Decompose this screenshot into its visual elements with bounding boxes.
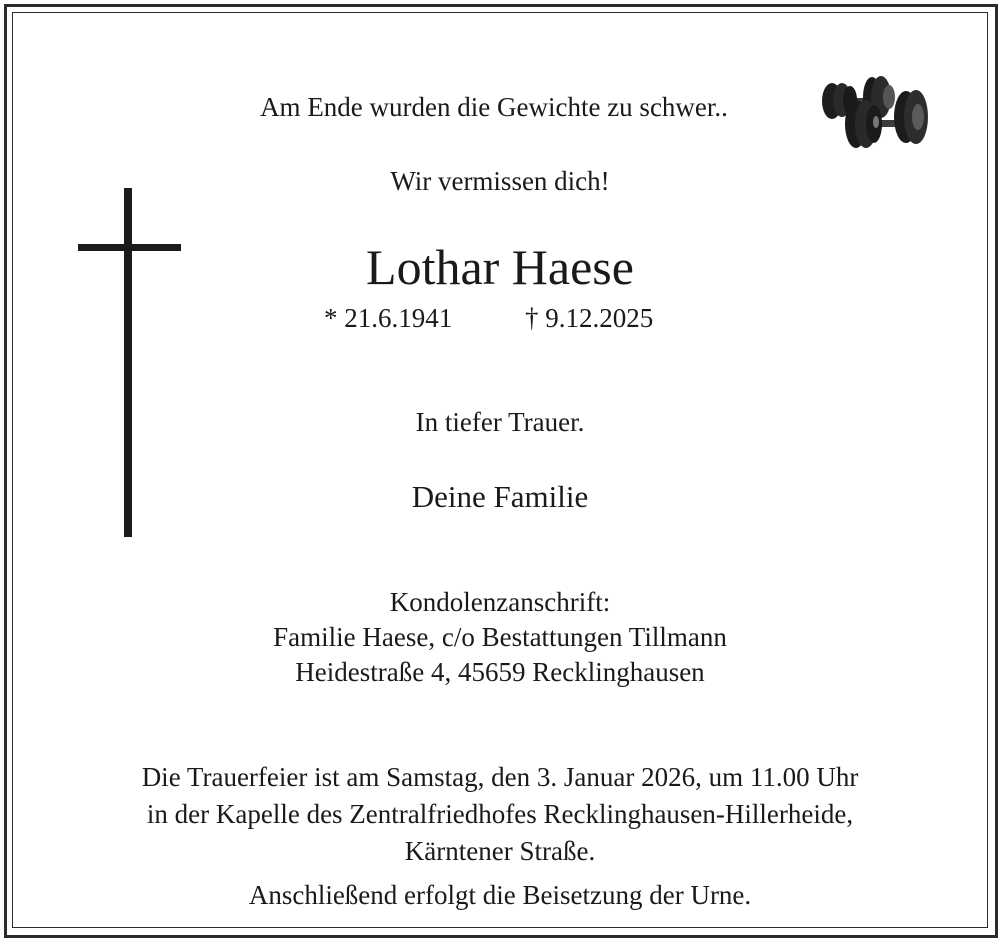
family-signature: Deine Familie: [411, 479, 589, 514]
funeral-line-1: Die Trauerfeier ist am Samstag, den 3. Januar 2026, um 11.00 Uhr: [141, 762, 859, 792]
condolence-line-2: Heidestraße 4, 45659 Recklinghausen: [295, 657, 705, 687]
burial-text: Anschließend erfolgt die Beisetzung der Urne.: [248, 880, 752, 910]
funeral-line-3: Kärntener Straße.: [404, 836, 596, 866]
life-dates: [0, 303, 1000, 343]
motto-text: Am Ende wurden die Gewichte zu schwer..: [260, 92, 728, 122]
death-date: † 9.12.2025: [525, 303, 654, 333]
miss-you-text: Wir vermissen dich!: [390, 166, 610, 196]
deceased-name: Lothar Haese: [366, 239, 634, 295]
condolence-heading: Kondolenzanschrift:: [389, 587, 611, 617]
mourning-text: In tiefer Trauer.: [415, 407, 585, 437]
condolence-line-1: Familie Haese, c/o Bestattungen Tillmann: [273, 622, 727, 652]
funeral-line-2: in der Kapelle des Zentralfriedhofes Recklinghausen-Hillerheide,: [146, 799, 854, 829]
birth-date: * 21.6.1941: [324, 303, 453, 333]
